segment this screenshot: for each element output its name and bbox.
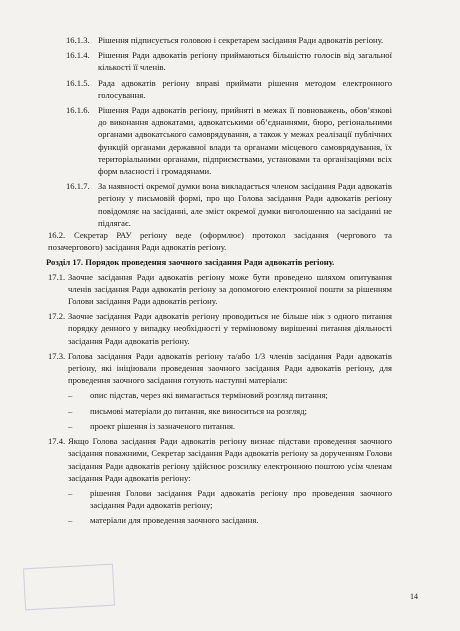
clause-16-2 <box>0 229 430 253</box>
list-item <box>0 405 430 417</box>
clause-16-1-6 <box>0 104 430 177</box>
dash-mark: – <box>68 405 73 416</box>
clause-17-2 <box>0 310 430 347</box>
clause-16-1-3 <box>0 34 430 46</box>
clause-text: Рада адвокатів регіону вправі приймати рішення методом електронного голосування. <box>98 77 392 100</box>
dash-mark: – <box>68 515 73 526</box>
page-number: 14 <box>410 592 418 601</box>
faded-stamp-imprint <box>23 564 115 611</box>
clause-17-1 <box>0 271 430 308</box>
clause-text: Заочне засідання Ради адвокатів регіону може бути проведено шляхом опитування членів засідання Ради адвокатів регіону за допомогою електронної пошти за рішенням Голови засідання Ради адвокатів регіону. <box>68 271 392 307</box>
list-item-text: опис підстав, через які вимагається терміновий розгляд питання; <box>90 390 328 401</box>
clause-number: 17.3. <box>48 350 66 361</box>
clause-text: Рішення підписується головою і секретарем засідання Ради адвокатів регіону. <box>98 35 384 45</box>
dash-mark: – <box>68 420 73 431</box>
clause-number: 17.2. <box>48 311 66 322</box>
clause-16-1-4 <box>0 49 430 73</box>
list-item-text: матеріали для проведення заочного засідання. <box>90 515 259 526</box>
clause-number: 16.1.4. <box>66 50 90 61</box>
clause-number: 16.1.6. <box>66 105 90 116</box>
dash-mark: – <box>68 487 73 498</box>
section-heading: Розділ 17. Порядок проведення заочного засідання Ради адвокатів регіону. <box>46 257 335 268</box>
dash-mark: – <box>68 390 73 401</box>
clause-text: Рішення Ради адвокатів регіону приймаються більшістю голосів від загальної кількості її членів. <box>98 50 392 73</box>
clause-text: Рішення Ради адвокатів регіону, прийняті в межах її повноважень, обов’язкові до виконання адвокатами, адвокатськими об’єднаннями, бюро, регіональними органами адвокатського самоврядування, а також у межах реалізації публічних функцій органами державної влади та органами місцевого самоврядування, їх територіальними органами, підприємствами, установами та організаціями всіх форм власності і громадянами. <box>98 105 392 177</box>
clause-number: 16.1.7. <box>66 181 90 192</box>
clause-16-1-5 <box>0 77 430 101</box>
list-item-text: письмові матеріали до питання, яке виноситься на розгляд; <box>90 405 307 416</box>
clause-number: 16.1.3. <box>66 35 90 45</box>
clause-17-3 <box>0 350 430 387</box>
list-item-text: рішення Голови засідання Ради адвокатів регіону про проведення заочного засідання Ради адвокатів регіону; <box>90 487 392 511</box>
clause-17-4 <box>0 435 430 484</box>
clause-number: 16.2. <box>48 230 66 241</box>
clause-text: Голова засідання Ради адвокатів регіону та/або 1/3 членів засідання Ради адвокатів регіону, які ініціювали проведення заочного засідання Ради адвокатів регіону, для проведення заочного засідання готують наступні матеріали: <box>68 350 392 386</box>
clause-number: 16.1.5. <box>66 77 90 88</box>
list-item <box>0 389 430 401</box>
clause-text: Якщо Голова засідання Ради адвокатів регіону визнає підстави проведення заочного засідання поважними, Секретар засідання Ради адвокатів регіону за дорученням Голови засідання Ради адвокатів регіону здійснює розсилку електронною поштою усім членам засідання Ради адвокатів регіону: <box>68 436 392 483</box>
clause-text: За наявності окремої думки вона викладається членом засідання Ради адвокатів регіону у письмовій формі, про що Голова засідання Ради адвокатів регіону повідомляє на засіданні, але зміст окремої думки виголошенню на засіданні не підлягає. <box>98 181 392 228</box>
clause-text: Секретар РАУ регіону веде (оформлює) протокол засідання (чергового та позачергового) засідання Ради адвокатів регіону. <box>48 230 392 253</box>
list-item <box>0 420 430 432</box>
list-item <box>0 487 430 511</box>
list-item <box>0 514 430 526</box>
list-item-text: проект рішення із зазначеного питання. <box>90 420 236 431</box>
clause-number: 17.1. <box>48 271 66 282</box>
clause-number: 17.4. <box>48 436 66 447</box>
clause-text: Заочне засідання Ради адвокатів регіону проводиться не більше ніж з одного питання порядку денного у випадку необхідності у терміновому вирішенні питання діяльності засідання Ради адвокатів регіону. <box>68 311 392 346</box>
clause-16-1-7 <box>0 180 430 229</box>
